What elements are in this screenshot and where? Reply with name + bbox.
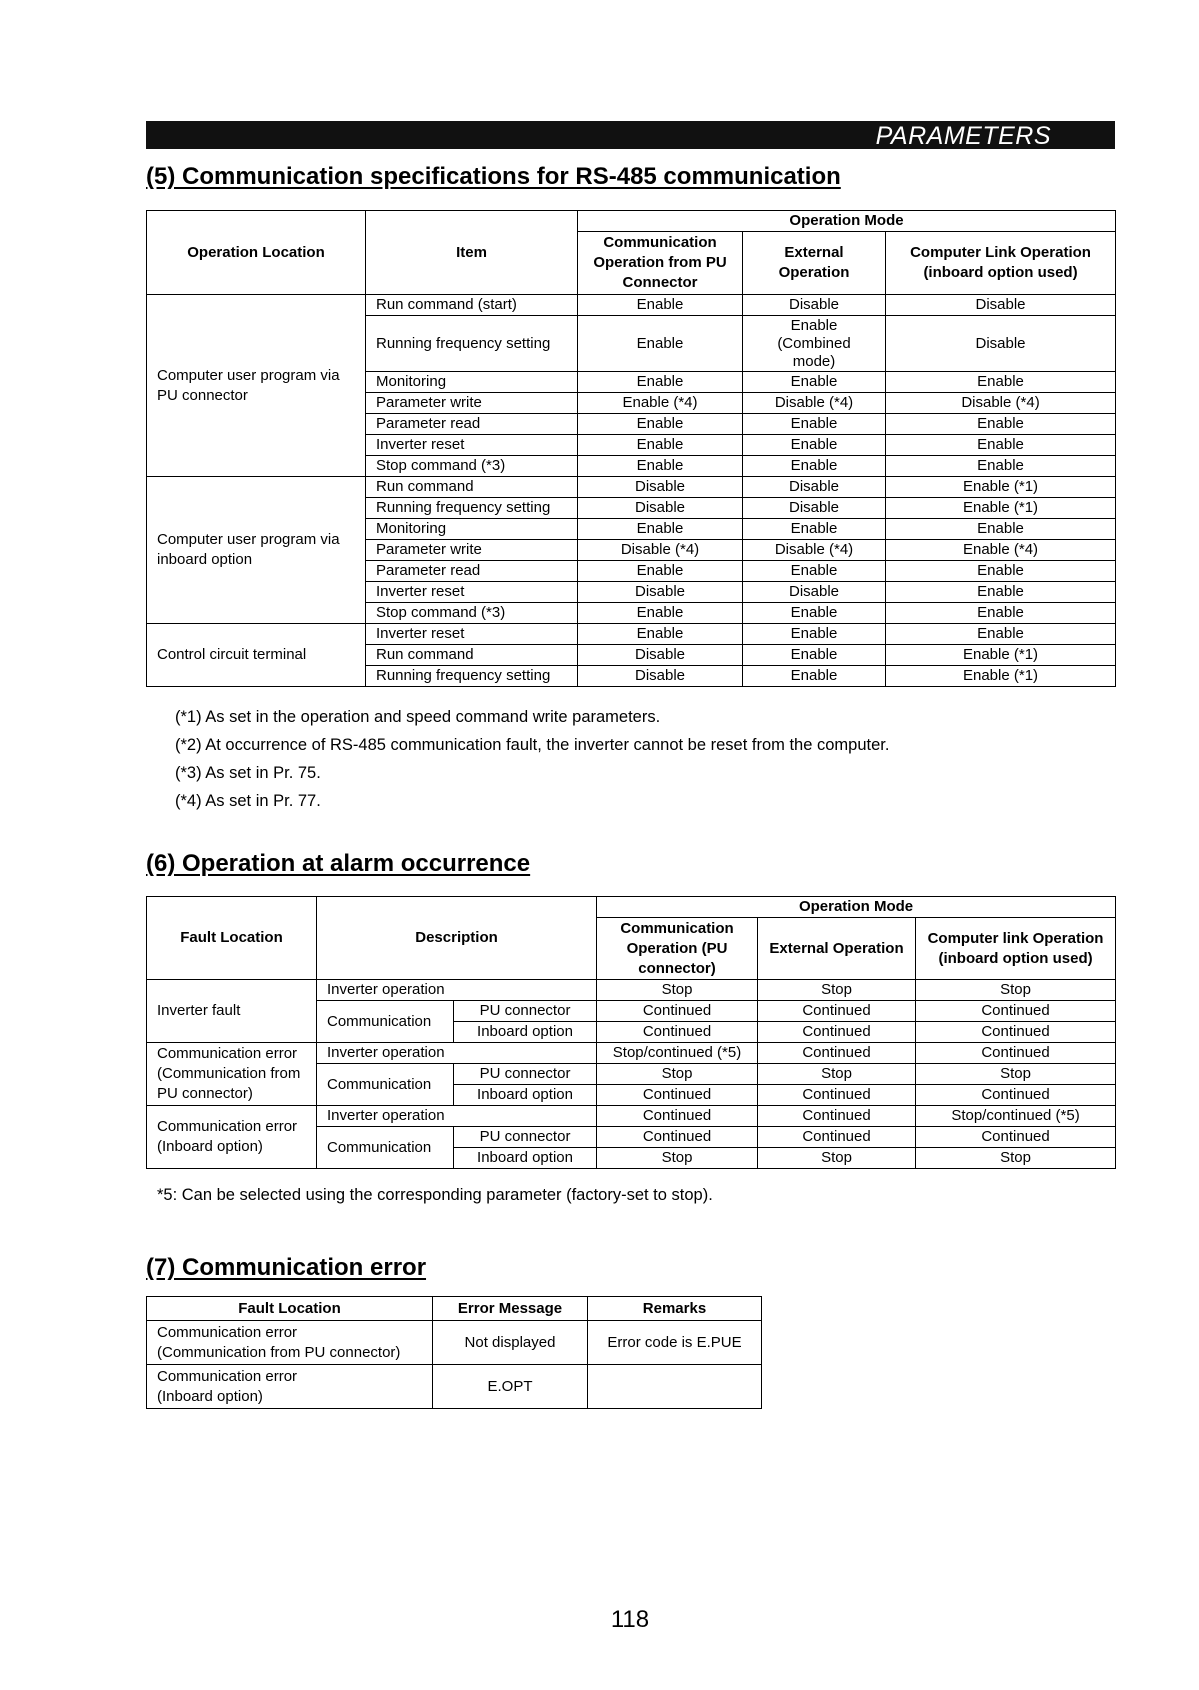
item-cell: Stop command (*3) (366, 603, 578, 624)
external-mode-cell: Disable (743, 295, 886, 316)
mode-cell: Continued (758, 1127, 916, 1148)
item-cell: Inverter reset (366, 624, 578, 645)
fault-location (147, 1365, 433, 1409)
page-number: 118 (610, 1606, 650, 1633)
external-mode-cell: Enable (743, 435, 886, 456)
external-mode-cell: Disable (743, 498, 886, 519)
pu-mode-cell: Enable (578, 456, 743, 477)
mode-cell: Stop/continued (*5) (597, 1043, 758, 1064)
section7-title: (7) Communication error (146, 1254, 427, 1281)
external-mode-cell: Enable (743, 645, 886, 666)
mode-cell: Continued (916, 1001, 1116, 1022)
external-mode-cell: Disable (*4) (743, 393, 886, 414)
fault-location: Inverter fault (147, 980, 317, 1043)
link-mode-cell: Enable (886, 372, 1116, 393)
header-item: Item (366, 211, 578, 295)
external-mode-cell: Enable (743, 372, 886, 393)
mode-cell: Continued (597, 1106, 758, 1127)
external-mode-cell: Disable (743, 477, 886, 498)
header-computer-link: Computer link Operation (inboard option used) (916, 918, 1116, 980)
remarks: Error code is E.PUE (588, 1321, 762, 1365)
mode-cell: Stop (916, 1148, 1116, 1169)
mode-cell: Stop (597, 1148, 758, 1169)
fault-line-1: Communication error (157, 1323, 298, 1341)
pu-mode-cell: Enable (578, 414, 743, 435)
description-inboard-option: Inboard option (454, 1085, 597, 1106)
mode-cell: Stop (597, 1064, 758, 1085)
error-message: E.OPT (433, 1365, 588, 1409)
mode-cell: Continued (916, 1085, 1116, 1106)
item-cell: Inverter reset (366, 435, 578, 456)
pu-mode-cell: Enable (578, 295, 743, 316)
header-operation-mode: Operation Mode (597, 897, 1116, 918)
description-pu-connector: PU connector (454, 1064, 597, 1085)
fault-line-1: Communication error (157, 1367, 298, 1385)
header-fault-location: Fault Location (147, 1297, 433, 1321)
pu-mode-cell: Enable (578, 316, 743, 372)
alarm-operation-table (146, 896, 1116, 1169)
header-error-message: Error Message (433, 1297, 588, 1321)
comm-error-table (146, 1296, 762, 1409)
pu-mode-cell: Disable (578, 582, 743, 603)
mode-cell: Continued (758, 1001, 916, 1022)
link-mode-cell: Enable (886, 624, 1116, 645)
pu-mode-cell: Disable (*4) (578, 540, 743, 561)
header-fault-location: Fault Location (147, 897, 317, 980)
pu-mode-cell: Enable (*4) (578, 393, 743, 414)
description-communication: Communication (317, 1064, 454, 1106)
external-mode-cell: Enable (743, 666, 886, 687)
external-mode-cell: Disable (743, 582, 886, 603)
comm-spec-table (146, 210, 1116, 687)
footnote: (*1) As set in the operation and speed command write parameters. (175, 708, 661, 726)
pu-mode-cell: Disable (578, 498, 743, 519)
fault-location (147, 1321, 433, 1365)
mode-cell: Stop (758, 1148, 916, 1169)
item-cell: Run command (366, 477, 578, 498)
external-mode-cell: Enable (Combined mode) (743, 316, 886, 372)
item-cell: Parameter read (366, 561, 578, 582)
item-cell: Running frequency setting (366, 666, 578, 687)
link-mode-cell: Enable (886, 456, 1116, 477)
description-pu-connector: PU connector (454, 1127, 597, 1148)
item-cell: Parameter write (366, 540, 578, 561)
table-row (147, 1321, 762, 1365)
mode-cell: Continued (758, 1085, 916, 1106)
mode-cell: Continued (597, 1127, 758, 1148)
external-mode-cell: Enable (743, 519, 886, 540)
header-operation-location: Operation Location (147, 211, 366, 295)
link-mode-cell: Enable (886, 414, 1116, 435)
link-mode-cell: Enable (*1) (886, 477, 1116, 498)
header-external-operation: External Operation (758, 918, 916, 980)
item-cell: Run command (366, 645, 578, 666)
item-cell: Monitoring (366, 372, 578, 393)
link-mode-cell: Enable (886, 435, 1116, 456)
link-mode-cell: Enable (886, 561, 1116, 582)
section5-title: (5) Communication specifications for RS-485 communication (146, 163, 841, 190)
link-mode-cell: Enable (*1) (886, 498, 1116, 519)
link-mode-cell: Enable (886, 582, 1116, 603)
footnote: (*4) As set in Pr. 77. (175, 792, 321, 810)
external-mode-cell: Disable (*4) (743, 540, 886, 561)
pu-mode-cell: Enable (578, 435, 743, 456)
pu-mode-cell: Disable (578, 477, 743, 498)
table-row (147, 1106, 1116, 1127)
pu-mode-cell: Enable (578, 561, 743, 582)
header-remarks: Remarks (588, 1297, 762, 1321)
mode-cell: Stop (597, 980, 758, 1001)
item-cell: Running frequency setting (366, 498, 578, 519)
mode-cell: Stop (758, 980, 916, 1001)
mode-cell: Continued (597, 1085, 758, 1106)
pu-mode-cell: Enable (578, 603, 743, 624)
mode-cell: Stop (916, 1064, 1116, 1085)
table-row (147, 1043, 1116, 1064)
header-pu-operation: Communication Operation (PU connector) (597, 918, 758, 980)
error-message: Not displayed (433, 1321, 588, 1365)
mode-cell: Continued (916, 1043, 1116, 1064)
item-cell: Running frequency setting (366, 316, 578, 372)
item-cell: Parameter write (366, 393, 578, 414)
item-cell: Parameter read (366, 414, 578, 435)
external-mode-cell: Enable (743, 603, 886, 624)
item-cell: Run command (start) (366, 295, 578, 316)
section-banner (146, 121, 1115, 149)
footnote: (*3) As set in Pr. 75. (175, 764, 321, 782)
mode-cell: Stop/continued (*5) (916, 1106, 1116, 1127)
fault-location: Communication error (Communication from PU connector) (147, 1043, 317, 1106)
section6-note: *5: Can be selected using the corresponding parameter (factory-set to stop). (157, 1186, 713, 1204)
pu-mode-cell: Enable (578, 372, 743, 393)
mode-cell: Continued (597, 1022, 758, 1043)
mode-cell: Stop (916, 980, 1116, 1001)
operation-location: Computer user program via PU connector (147, 295, 366, 477)
link-mode-cell: Disable (*4) (886, 393, 1116, 414)
table-row (147, 1365, 762, 1409)
header-description: Description (317, 897, 597, 980)
external-mode-cell: Enable (743, 414, 886, 435)
mode-cell: Continued (758, 1106, 916, 1127)
banner-title: PARAMETERS (875, 122, 1051, 150)
link-mode-cell: Enable (*1) (886, 645, 1116, 666)
description-inboard-option: Inboard option (454, 1022, 597, 1043)
mode-cell: Continued (597, 1001, 758, 1022)
description-communication: Communication (317, 1001, 454, 1043)
description-pu-connector: PU connector (454, 1001, 597, 1022)
section6-title: (6) Operation at alarm occurrence (146, 850, 531, 877)
description-inverter-operation: Inverter operation (317, 1106, 597, 1127)
header-pu-operation: Communication Operation from PU Connector (578, 232, 743, 295)
mode-cell: Stop (758, 1064, 916, 1085)
fault-line-2: (Inboard option) (157, 1387, 263, 1405)
item-cell: Stop command (*3) (366, 456, 578, 477)
link-mode-cell: Enable (*4) (886, 540, 1116, 561)
description-inboard-option: Inboard option (454, 1148, 597, 1169)
operation-location: Control circuit terminal (147, 624, 366, 687)
external-mode-cell: Enable (743, 561, 886, 582)
mode-cell: Continued (758, 1022, 916, 1043)
fault-line-2: (Communication from PU connector) (157, 1343, 401, 1361)
table-row (147, 624, 1116, 645)
footnote: (*2) At occurrence of RS-485 communication fault, the inverter cannot be reset from the computer. (175, 736, 890, 754)
external-mode-cell: Enable (743, 456, 886, 477)
link-mode-cell: Disable (886, 295, 1116, 316)
header-external-operation: External Operation (743, 232, 886, 295)
pu-mode-cell: Disable (578, 666, 743, 687)
table-row (147, 477, 1116, 498)
remarks (588, 1365, 762, 1409)
fault-location: Communication error (Inboard option) (147, 1106, 317, 1169)
mode-cell: Continued (916, 1127, 1116, 1148)
link-mode-cell: Enable (*1) (886, 666, 1116, 687)
pu-mode-cell: Enable (578, 519, 743, 540)
table-row (147, 980, 1116, 1001)
description-inverter-operation: Inverter operation (317, 980, 597, 1001)
mode-cell: Continued (758, 1043, 916, 1064)
item-cell: Monitoring (366, 519, 578, 540)
link-mode-cell: Enable (886, 603, 1116, 624)
pu-mode-cell: Enable (578, 624, 743, 645)
table-row (147, 295, 1116, 316)
header-computer-link: Computer Link Operation (inboard option used) (886, 232, 1116, 295)
link-mode-cell: Disable (886, 316, 1116, 372)
link-mode-cell: Enable (886, 519, 1116, 540)
mode-cell: Continued (916, 1022, 1116, 1043)
pu-mode-cell: Disable (578, 645, 743, 666)
operation-location: Computer user program via inboard option (147, 477, 366, 624)
description-inverter-operation: Inverter operation (317, 1043, 597, 1064)
external-mode-cell: Enable (743, 624, 886, 645)
header-operation-mode: Operation Mode (578, 211, 1116, 232)
description-communication: Communication (317, 1127, 454, 1169)
item-cell: Inverter reset (366, 582, 578, 603)
